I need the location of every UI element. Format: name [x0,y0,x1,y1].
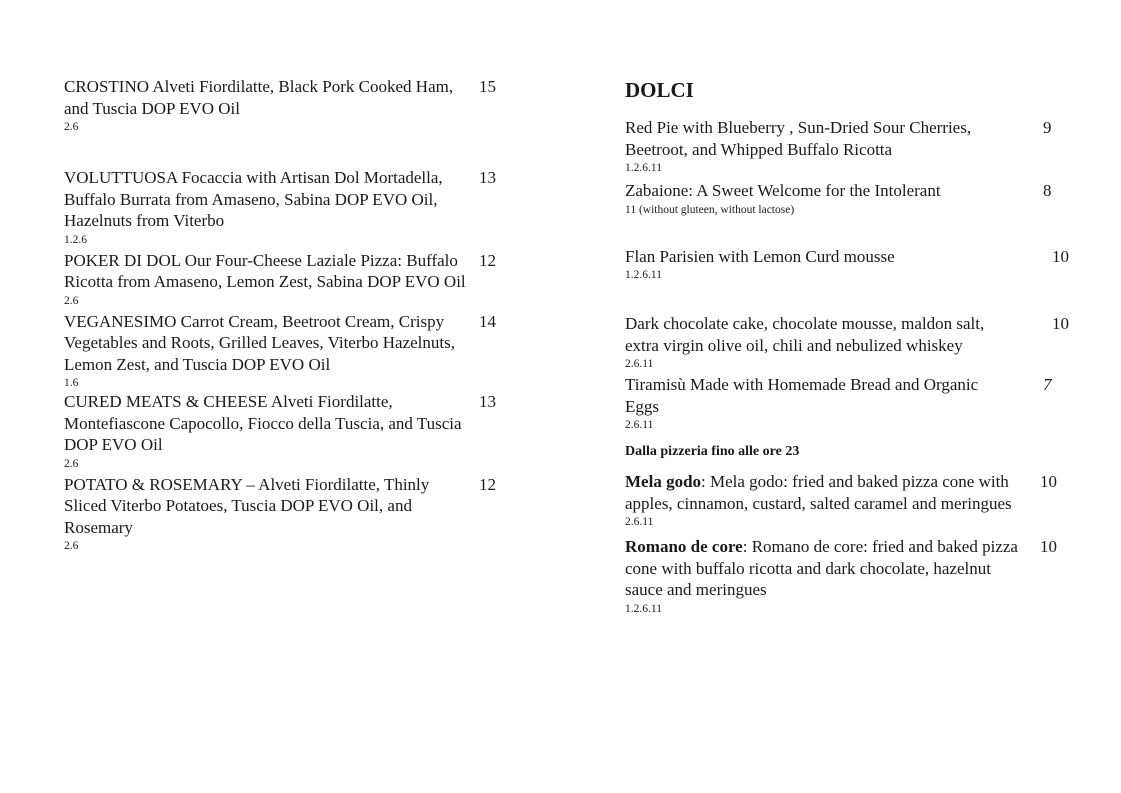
dessert-item-description: Red Pie with Blueberry , Sun-Dried Sour Cherries, Beetroot, and Whipped Buffalo Ricotta [625,118,972,159]
dolci-heading: DOLCI [625,78,694,102]
menu-item-description: CROSTINO Alveti Fiordilatte, Black Pork Cooked Ham, and Tuscia DOP EVO Oil [64,77,454,118]
menu-item-description: POKER DI DOL Our Four-Cheese Laziale Pizza: Buffalo Ricotta from Amaseno, Lemon Zest, Sabina DOP EVO Oil [64,250,466,291]
menu-item-poker-di-dol [64,250,504,309]
dessert-item-description: Zabaione: A Sweet Welcome for the Intolerant [625,181,941,200]
dessert-item-zabaione [625,180,1070,218]
dessert-item-price: 9 [1043,118,1052,137]
menu-item-allergens: 2.6 [64,121,79,133]
dessert-item-price: 10 [1052,314,1069,333]
menu-item-price: 12 [479,474,496,494]
dessert-item-allergens: 11 (without gluteen, without lactose) [625,203,795,216]
menu-item-description: VEGANESIMO Carrot Cream, Beetroot Cream, Crispy Vegetables and Roots, Grilled Leaves, Viterbo Hazelnuts, Lemon Zest, and Tuscia DOP EVO Oil [64,311,455,374]
menu-item-allergens: 1.2.6 [64,233,87,246]
dessert-item-allergens: 1.2.6.11 [625,162,662,174]
dessert-item-red-pie [625,117,1070,176]
menu-item-name: POTATO & ROSEMARY [64,474,243,494]
menu-item-veganesimo [64,311,504,392]
menu-item-voluttuosa [64,167,504,248]
menu-item-cured-meats [64,391,504,472]
menu-item-name: VEGANESIMO [64,311,177,331]
pizzeria-item-mela-godo [625,471,1070,530]
dessert-item-allergens: 1.2.6.11 [625,269,662,281]
menu-item-price: 13 [479,392,496,411]
menu-item-allergens: 2.6 [64,540,79,552]
menu-item-potato-rosemary [64,474,504,555]
left-menu-column [64,76,504,554]
pizzeria-item-description: Romano de core: Romano de core: fried and baked pizza cone with buffalo ricotta and dark chocolate, hazelnut sauce and meringues [625,537,1018,599]
pizzeria-item-description: Mela godo: Mela godo: fried and baked pizza cone with apples, cinnamon, custard, salted caramel and meringues [625,472,1012,513]
menu-item-description: CURED MEATS & CHEESE Alveti Fiordilatte, Montefiascone Capocollo, Fiocco della Tuscia, and Tuscia DOP EVO Oil [64,392,462,454]
menu-item-price: 12 [479,250,496,270]
pizzeria-item-name: Mela godo [625,472,702,491]
dessert-item-tiramisu [625,374,1070,433]
dessert-item-allergens: 2.6.11 [625,358,654,370]
menu-item-allergens: 1.6 [64,377,79,389]
menu-item-description: VOLUTTUOSA Focaccia with Artisan Dol Mortadella, Buffalo Burrata from Amaseno, Sabina DOP EVO Oil, Hazelnuts from Viterbo [64,168,443,230]
right-menu-column [625,76,1070,617]
dessert-item-description: Dark chocolate cake, chocolate mousse, maldon salt, extra virgin olive oil, chili and nebulized whiskey [625,314,985,355]
menu-item-price: 13 [479,168,496,187]
dessert-item-allergens: 2.6.11 [625,419,654,431]
menu-item-price: 14 [479,311,496,331]
pizzeria-item-allergens: 2.6.11 [625,516,654,528]
menu-item-name: POKER DI DOL [64,250,181,270]
dessert-item-dark-chocolate-cake [625,313,1070,372]
dessert-item-price: 10 [1052,246,1069,266]
dessert-item-description: Flan Parisien with Lemon Curd mousse [625,246,895,266]
pizzeria-item-romano-de-core [625,536,1070,617]
pizzeria-item-name: Romano de core [625,537,743,556]
dessert-item-price: 8 [1043,181,1052,200]
menu-item-description: POTATO & ROSEMARY – Alveti Fiordilatte, Thinly Sliced Viterbo Potatoes, Tuscia DOP EVO Oil, and Rosemary [64,474,430,537]
menu-item-price: 15 [479,77,496,96]
pizzeria-item-allergens: 1.2.6.11 [625,602,662,615]
menu-item-crostino [64,76,504,135]
menu-item-name: CROSTINO [64,77,150,96]
menu-item-allergens: 2.6 [64,294,79,307]
menu-item-allergens: 2.6 [64,457,79,470]
dessert-item-price: 7 [1043,375,1052,394]
menu-item-name: VOLUTTUOSA [64,168,178,187]
menu-item-name: CURED MEATS & CHEESE [64,392,268,411]
pizzeria-item-price: 10 [1040,472,1057,491]
pizzeria-subheading: Dalla pizzeria fino alle ore 23 [625,444,800,459]
pizzeria-item-price: 10 [1040,537,1057,556]
dessert-item-description: Tiramisù Made with Homemade Bread and Organic Eggs [625,375,979,416]
dessert-item-flan-parisien [625,246,1070,284]
